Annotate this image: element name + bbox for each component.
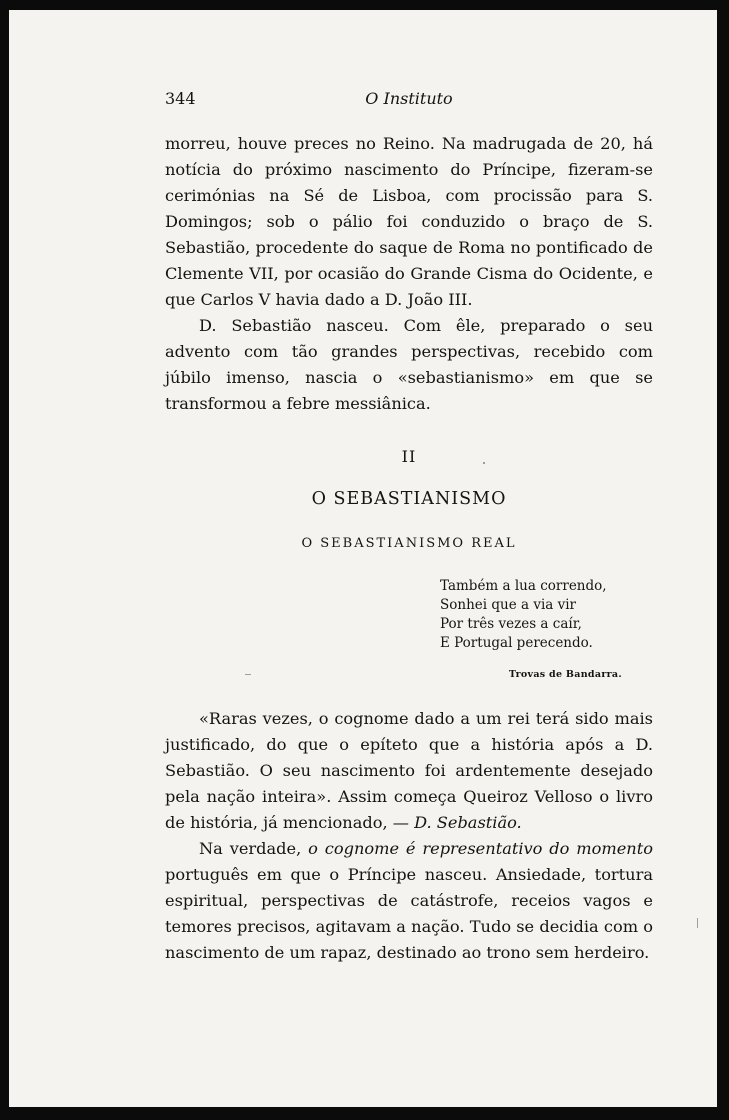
running-title: O Instituto [365, 89, 453, 108]
paragraph-text: Na verdade, [199, 839, 309, 858]
paragraph [165, 706, 653, 836]
verse-line: Sonhei que a via vir [440, 597, 577, 613]
verse-line: Por três vezes a caír, [440, 616, 582, 632]
page-header [165, 89, 653, 113]
book-page [9, 10, 717, 1107]
scan-mark [697, 918, 698, 928]
opening-text [165, 131, 653, 417]
italic-book-title: D. Sebastião. [414, 813, 522, 832]
italic-phrase: o cognome é representativo do momento [308, 839, 653, 858]
page-number: 344 [165, 89, 196, 108]
section-number: II [401, 447, 417, 466]
section-text [165, 706, 653, 966]
scan-mark [483, 462, 485, 464]
paragraph [165, 836, 653, 966]
section-title: O SEBASTIANISMO [311, 489, 507, 509]
paragraph: morreu, houve preces no Reino. Na madrugada de 20, há notícia do próximo nascimento do Príncipe, fizeram-se cerimónias na Sé de Lisboa, com procissão para S. Domingos; sob o pálio foi conduzido o braço de S. Sebastião, procedente do saque de Roma no pontificado de Clemente VII, por ocasião do Grande Cisma do Ocidente, e que Carlos V havia dado a D. João III. [165, 134, 653, 309]
verse-line: E Portugal perecendo. [440, 635, 593, 651]
section-subtitle: O SEBASTIANISMO REAL [301, 536, 517, 551]
paragraph: D. Sebastião nasceu. Com êle, preparado o seu advento com tão grandes perspectivas, recebido com júbilo imenso, nascia o «sebastianismo» em que se transformou a febre messiânica. [165, 316, 653, 413]
paragraph-text: português em que o Príncipe nasceu. Ansiedade, tortura espiritual, perspectivas de catástrofe, receios vagos e temores precisos, agitavam a nação. Tudo se decidia com o nascimento de um rapaz, destinado ao trono sem herdeiro. [165, 865, 653, 962]
epigraph-attribution: Trovas de Bandarra. [508, 669, 622, 680]
paragraph-text: «Raras vezes, o cognome dado a um rei terá sido mais justificado, do que o epíteto que a história após a D. Sebastião. O seu nascimento foi ardentemente desejado pela nação inteira». Assim começa Queiroz Velloso o livro de história, já mencionado, — [165, 709, 653, 832]
verse-line: Também a lua correndo, [440, 578, 607, 594]
scan-mark [245, 674, 251, 675]
epigraph [165, 577, 622, 680]
